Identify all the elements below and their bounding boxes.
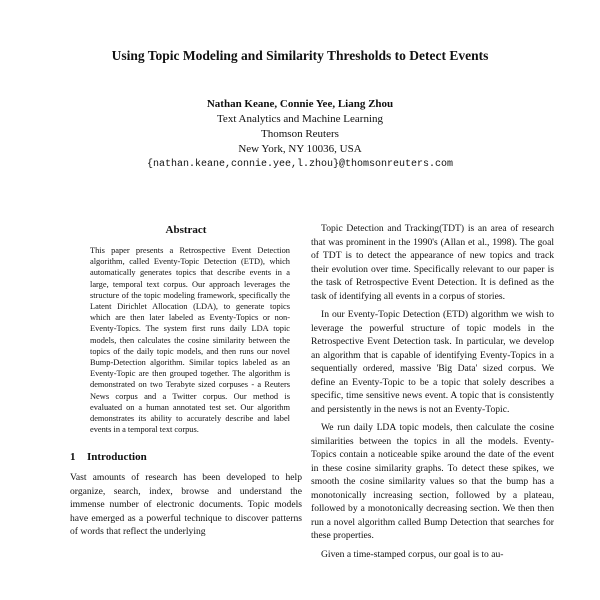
- author-organization: Thomson Reuters: [261, 128, 339, 140]
- section-number: 1: [70, 451, 76, 464]
- author-location: New York, NY 10036, USA: [238, 143, 362, 155]
- author-names: Nathan Keane, Connie Yee, Liang Zhou: [206, 98, 394, 110]
- intro-paragraph-2: In our Eventy-Topic Detection (ETD) algorithm we wish to leverage the powerful structure of topic models in the Retrospective Event Detection task. In particular, we develop an algorithm that is capable of identifying Eventy-Topics in a sequentially ordered, massive 'Big Data' sized corpus. We define an Eventy-Topic to be a topic that solely describes a specific, time sensitive news event. A topic that is consistently and persistently in the news is not an Eventy-Topic.: [311, 309, 554, 415]
- abstract-heading: Abstract: [165, 224, 207, 236]
- author-block: [0, 97, 600, 172]
- paper-title: Using Topic Modeling and Similarity Thresholds to Detect Events: [111, 48, 489, 63]
- intro-paragraph-1: Topic Detection and Tracking(TDT) is an area of research that was prominent in the 1990's (Allan et al., 1998). The goal of TDT is to detect the appearance of new topics and track their evolution over time. Specifically relevant to our paper is the task of Retrospective Event Detection. It is defined as the task of identifying all events in a corpus of stories.: [311, 223, 554, 302]
- author-affiliation: Text Analytics and Machine Learning: [216, 113, 383, 125]
- intro-paragraph-3: We run daily LDA topic models, then calculate the cosine similarities between the topics in all the models. Eventy-Topics contain a noticeable spike around the date of the event in these cosine similarity graphs. To detect these spikes, we smooth the cosine similarity values so that the bump has a monotonically increasing section, followed by a plateau, followed by a monotonically decreasing section. We then then run a novel algorithm called Bump Detection that searches for these properties.: [311, 422, 554, 541]
- section-title: Introduction: [87, 451, 147, 464]
- right-column: [311, 222, 554, 566]
- intro-paragraph-4: Given a time-stamped corpus, our goal is to au-: [321, 548, 504, 560]
- intro-paragraph-left: Vast amounts of research has been developed to help organize, search, index, browse and understand the immense number of electronic documents. Topic models have emerged as a powerful technique to discover patterns of words that reflect the underlying: [70, 472, 302, 538]
- abstract-text: This paper presents a Retrospective Event Detection algorithm, called Eventy-Topic Detection (ETD), which automatically generates topics that describe events in a large, temporal text corpus. Our approach leverages the structure of the topic modeling framework, specifically the Latent Dirichlet Allocation (LDA), to generate topics which are then later labeled as Eventy-Topics or non-Eventy-Topics. The system first runs daily LDA topic models, then calculates the cosine similarity between the topics of the daily topic models, and then runs our novel Bump-Detection algorithm. Similar topics labeled as an Eventy-Topic are then grouped together. The algorithm is demonstrated on two Terabyte sized corpuses - a Reuters News corpus and a Twitter corpus. Our method is evaluated on a human annotated test set. Our algorithm demonstrates its ability to accurately describe and label events in a temporal text corpus.: [90, 246, 290, 435]
- section-heading-introduction: [70, 451, 302, 463]
- left-column: [70, 224, 302, 544]
- author-email: {nathan.keane,connie.yee,l.zhou}@thomsonreuters.com: [146, 159, 454, 170]
